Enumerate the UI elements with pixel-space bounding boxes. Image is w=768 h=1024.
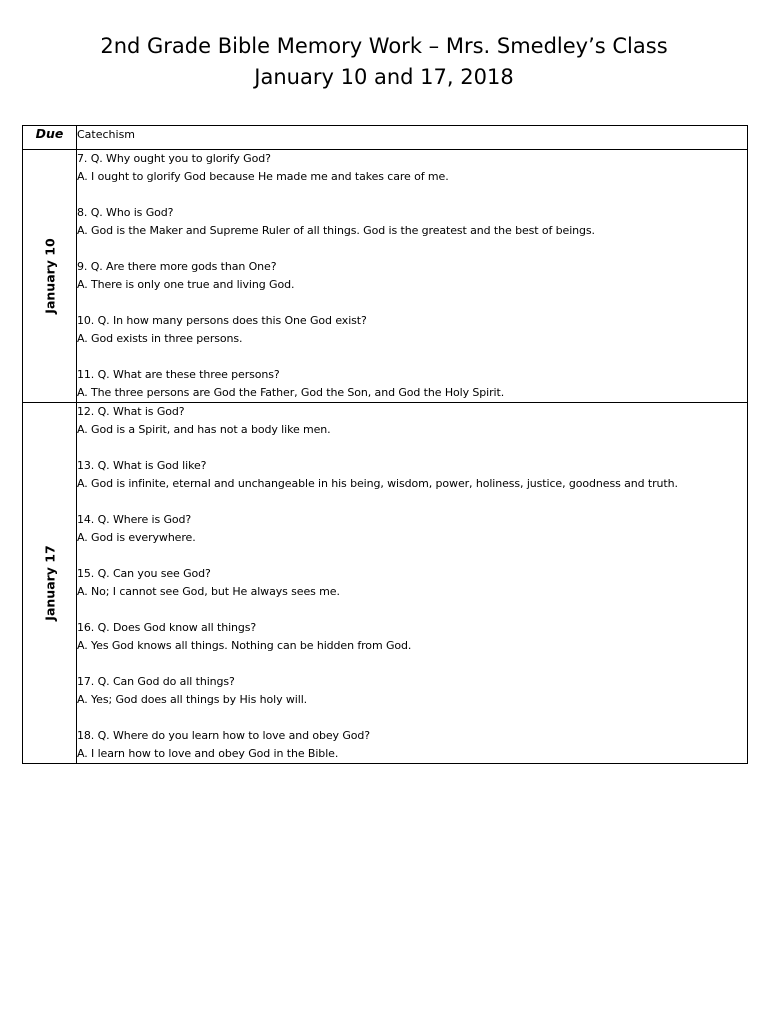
question-text: 17. Q. Can God do all things?	[77, 675, 235, 688]
catechism-item	[77, 366, 747, 402]
question-text: 13. Q. What is God like?	[77, 459, 207, 472]
question-text: 7. Q. Why ought you to glorify God?	[77, 152, 271, 165]
question-text: 8. Q. Who is God?	[77, 206, 174, 219]
catechism-item	[77, 511, 747, 547]
catechism-item	[77, 727, 747, 763]
title-line-2: January 10 and 17, 2018	[254, 65, 514, 89]
answer-text: A. God is a Spirit, and has not a body like men.	[77, 423, 331, 436]
question-text: 16. Q. Does God know all things?	[77, 621, 257, 634]
answer-text: A. Yes God knows all things. Nothing can be hidden from God.	[77, 639, 412, 652]
catechism-item	[77, 150, 747, 186]
question-text: 15. Q. Can you see God?	[77, 567, 211, 580]
due-date-label: January 17	[42, 545, 57, 621]
answer-text: A. I learn how to love and obey God in the Bible.	[77, 747, 339, 760]
memory-work-table	[22, 125, 748, 764]
catechism-item	[77, 258, 747, 294]
question-text: 12. Q. What is God?	[77, 405, 185, 418]
answer-text: A. No; I cannot see God, but He always sees me.	[77, 585, 340, 598]
catechism-item	[77, 565, 747, 601]
answer-text: A. God exists in three persons.	[77, 332, 243, 345]
due-column-header: Due	[23, 126, 77, 150]
catechism-cell	[77, 403, 748, 764]
answer-text: A. There is only one true and living God.	[77, 278, 295, 291]
catechism-cell	[77, 150, 748, 403]
page-title	[0, 31, 768, 93]
table-row	[23, 403, 748, 764]
due-date-cell	[23, 403, 77, 764]
catechism-item	[77, 403, 747, 439]
catechism-item	[77, 204, 747, 240]
table-header-row	[23, 126, 748, 150]
catechism-item	[77, 457, 747, 493]
question-text: 10. Q. In how many persons does this One God exist?	[77, 314, 367, 327]
answer-text: A. Yes; God does all things by His holy will.	[77, 693, 308, 706]
answer-text: A. The three persons are God the Father, God the Son, and God the Holy Spirit.	[77, 386, 505, 399]
catechism-item	[77, 312, 747, 348]
question-text: 11. Q. What are these three persons?	[77, 368, 280, 381]
question-text: 18. Q. Where do you learn how to love and obey God?	[77, 729, 371, 742]
catechism-item	[77, 673, 747, 709]
due-date-cell	[23, 150, 77, 403]
catechism-column-header: Catechism	[77, 126, 748, 150]
catechism-item	[77, 619, 747, 655]
answer-text: A. God is everywhere.	[77, 531, 196, 544]
answer-text: A. God is infinite, eternal and unchangeable in his being, wisdom, power, holiness, justice, goodness and truth.	[77, 477, 678, 490]
answer-text: A. I ought to glorify God because He made me and takes care of me.	[77, 170, 449, 183]
title-line-1: 2nd Grade Bible Memory Work – Mrs. Smedley’s Class	[100, 34, 668, 58]
answer-text: A. God is the Maker and Supreme Ruler of all things. God is the greatest and the best of beings.	[77, 224, 595, 237]
question-text: 14. Q. Where is God?	[77, 513, 192, 526]
table-row	[23, 150, 748, 403]
due-date-label: January 10	[42, 238, 57, 314]
question-text: 9. Q. Are there more gods than One?	[77, 260, 277, 273]
